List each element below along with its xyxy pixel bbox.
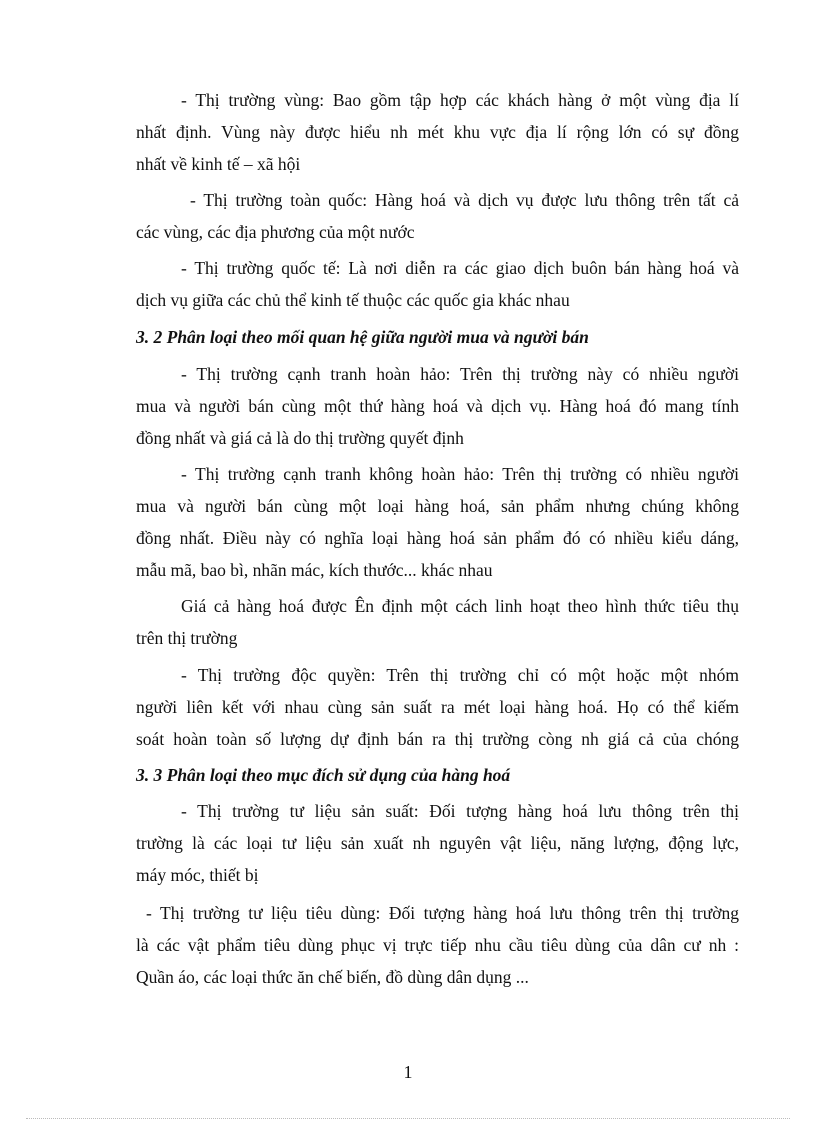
paragraph-line: đồng nhất. Điều này có nghĩa loại hàng hoá sản phẩm đó có nhiều kiểu dáng,: [136, 528, 739, 548]
paragraph-line: - Thị trường độc quyền: Trên thị trường chỉ có một hoặc một nhóm: [181, 665, 739, 685]
paragraph-line: soát hoàn toàn số lượng dự định bán ra thị trường còng nh giá cả của chóng: [136, 729, 739, 749]
paragraph-line: - Thị trường quốc tế: Là nơi diễn ra các giao dịch buôn bán hàng hoá và: [181, 258, 739, 278]
paragraph-line: mua và người bán cùng một thứ hàng hoá và dịch vụ. Hàng hoá đó mang tính: [136, 396, 739, 416]
paragraph-line: - Thị trường toàn quốc: Hàng hoá và dịch vụ được lưu thông trên tất cả: [190, 190, 739, 210]
paragraph-line: các vùng, các địa phương của một nước: [136, 222, 415, 242]
paragraph-line: trên thị trường: [136, 628, 238, 648]
paragraph-line: nhất về kinh tế – xã hội: [136, 154, 301, 174]
paragraph-line: - Thị trường tư liệu tiêu dùng: Đối tượng hàng hoá lưu thông trên thị trường: [146, 903, 739, 923]
paragraph-line: nhất định. Vùng này được hiểu nh mét khu vực địa lí rộng lớn có sự đồng: [136, 122, 739, 142]
section-heading: 3. 2 Phân loại theo mối quan hệ giữa người mua và người bán: [136, 327, 589, 347]
paragraph-line: - Thị trường vùng: Bao gồm tập hợp các khách hàng ở một vùng địa lí: [181, 90, 739, 110]
paragraph-line: là các vật phẩm tiêu dùng phục vị trực tiếp nhu cầu tiêu dùng của dân cư nh :: [136, 935, 739, 955]
paragraph-line: - Thị trường cạnh tranh hoàn hảo: Trên thị trường này có nhiều người: [181, 364, 739, 384]
paragraph-line: - Thị trường cạnh tranh không hoàn hảo: Trên thị trường có nhiều người: [181, 464, 739, 484]
paragraph-line: người liên kết với nhau cùng sản suất ra mét loại hàng hoá. Họ có thể kiếm: [136, 697, 739, 717]
paragraph-line: - Thị trường tư liệu sản suất: Đối tượng hàng hoá lưu thông trên thị: [181, 801, 739, 821]
paragraph-line: máy móc, thiết bị: [136, 865, 259, 885]
paragraph-line: Giá cả hàng hoá được Ên định một cách linh hoạt theo hình thức tiêu thụ: [181, 596, 739, 616]
paragraph-line: mẫu mã, bao bì, nhãn mác, kích thước... khác nhau: [136, 560, 493, 580]
paragraph-line: đồng nhất và giá cả là do thị trường quyết định: [136, 428, 464, 448]
section-heading: 3. 3 Phân loại theo mục đích sử dụng của hàng hoá: [136, 765, 511, 785]
paragraph-line: Quần áo, các loại thức ăn chế biến, đồ dùng dân dụng ...: [136, 967, 529, 987]
paragraph-line: mua và người bán cùng một loại hàng hoá, sản phẩm nhưng chúng không: [136, 496, 739, 516]
paragraph-line: trường là các loại tư liệu sản xuất nh nguyên vật liệu, năng lượng, động lực,: [136, 833, 739, 853]
footer-divider: [26, 1118, 790, 1119]
page-number: 1: [403, 1062, 413, 1082]
paragraph-line: dịch vụ giữa các chủ thể kinh tế thuộc các quốc gia khác nhau: [136, 290, 570, 310]
